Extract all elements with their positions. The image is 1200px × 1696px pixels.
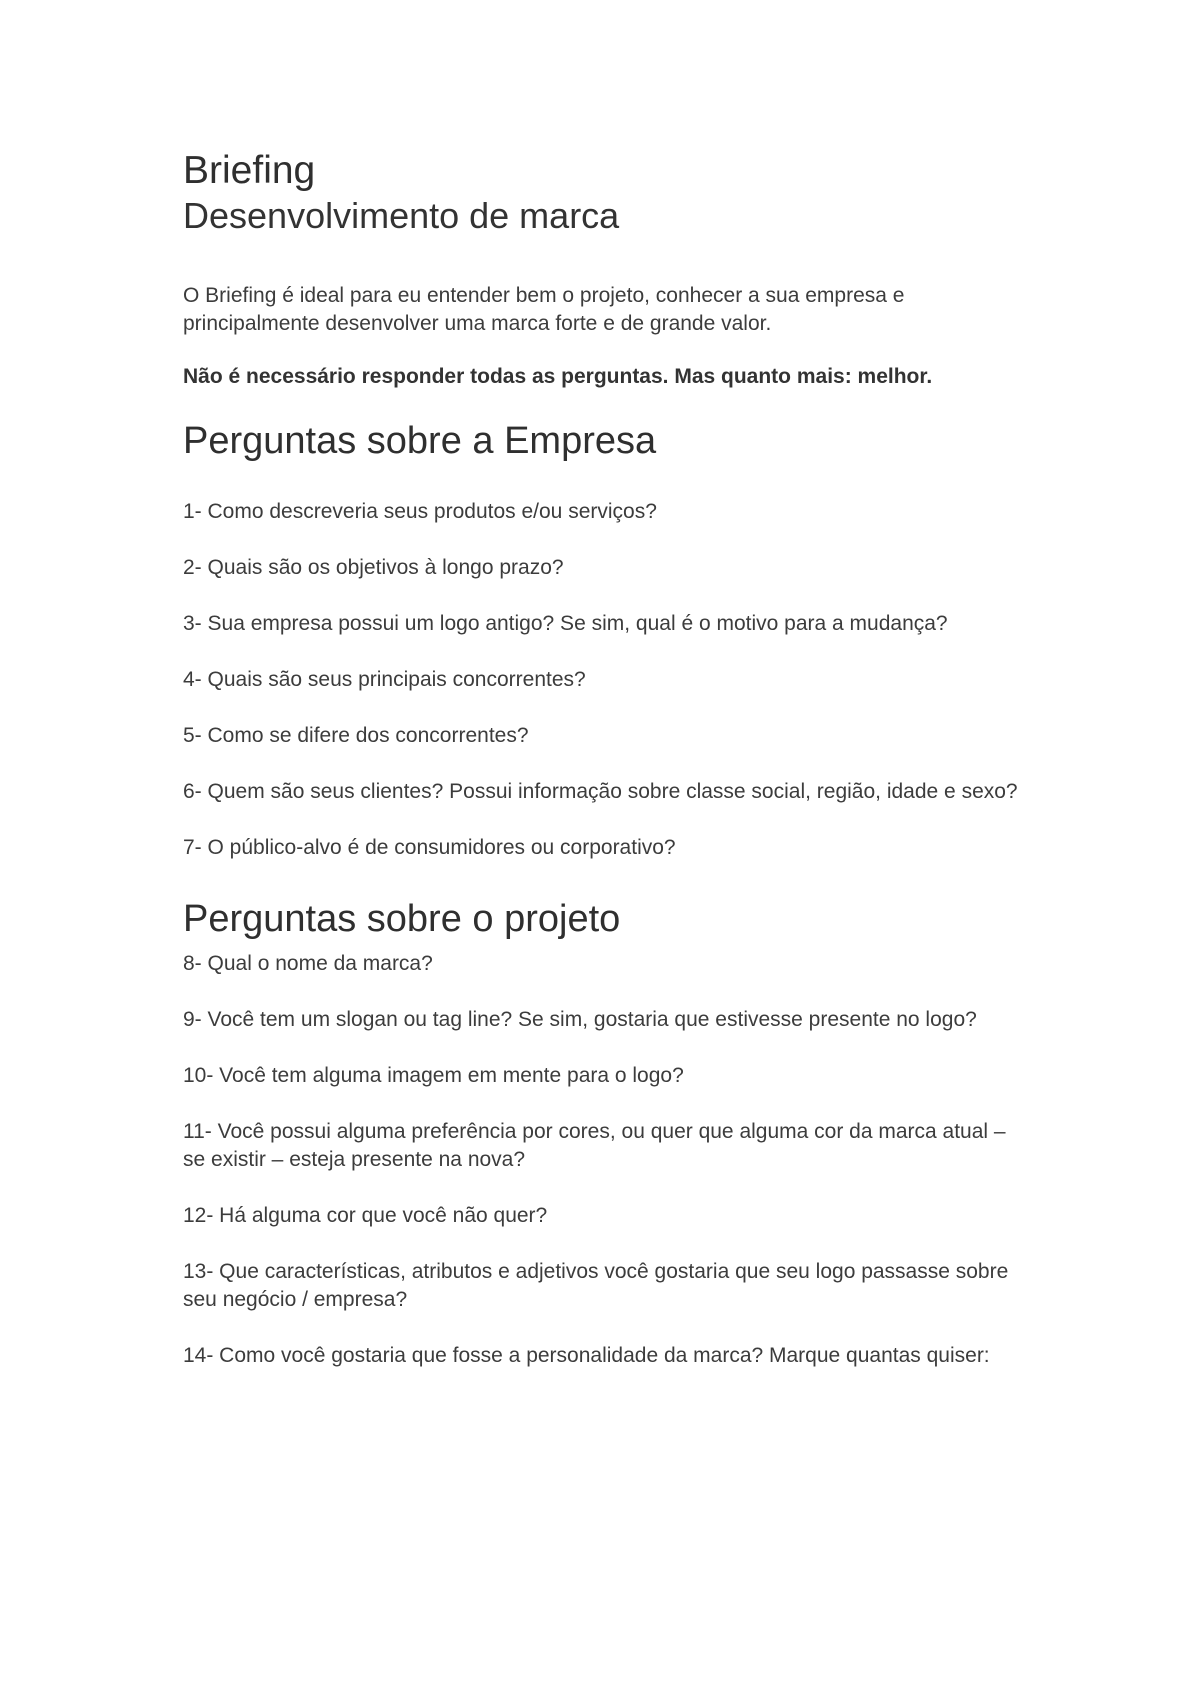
- intro-paragraph: O Briefing é ideal para eu entender bem o projeto, conhecer a sua empresa e principalmente desenvolver uma marca forte e de grande valor.: [183, 284, 905, 335]
- question-item: 3- Sua empresa possui um logo antigo? Se sim, qual é o motivo para a mudança?: [183, 612, 948, 635]
- question-item: 13- Que características, atributos e adjetivos você gostaria que seu logo passasse sobre seu negócio / empresa?: [183, 1260, 1009, 1311]
- document-page: [183, 148, 1033, 1370]
- question-item: 9- Você tem um slogan ou tag line? Se sim, gostaria que estivesse presente no logo?: [183, 1008, 977, 1031]
- section-heading-projeto: Perguntas sobre o projeto: [183, 898, 621, 940]
- question-item: 5- Como se difere dos concorrentes?: [183, 724, 529, 747]
- document-title: Briefing: [183, 149, 316, 192]
- question-item: 6- Quem são seus clientes? Possui informação sobre classe social, região, idade e sexo?: [183, 780, 1018, 803]
- question-item: 12- Há alguma cor que você não quer?: [183, 1204, 548, 1227]
- question-item: 7- O público-alvo é de consumidores ou corporativo?: [183, 836, 676, 859]
- question-item: 14- Como você gostaria que fosse a personalidade da marca? Marque quantas quiser:: [183, 1344, 990, 1367]
- question-list-empresa: [183, 498, 1033, 862]
- section-heading-empresa: Perguntas sobre a Empresa: [183, 420, 657, 462]
- note-paragraph: Não é necessário responder todas as perguntas. Mas quanto mais: melhor.: [183, 365, 933, 388]
- document-subtitle: Desenvolvimento de marca: [183, 195, 620, 236]
- question-list-projeto: [183, 950, 1033, 1370]
- question-item: 11- Você possui alguma preferência por cores, ou quer que alguma cor da marca atual – se existir – esteja presente na nova?: [183, 1120, 1006, 1171]
- question-item: 10- Você tem alguma imagem em mente para o logo?: [183, 1064, 684, 1087]
- question-item: 8- Qual o nome da marca?: [183, 952, 433, 975]
- question-item: 2- Quais são os objetivos à longo prazo?: [183, 556, 564, 579]
- question-item: 1- Como descreveria seus produtos e/ou serviços?: [183, 500, 657, 523]
- question-item: 4- Quais são seus principais concorrentes?: [183, 668, 586, 691]
